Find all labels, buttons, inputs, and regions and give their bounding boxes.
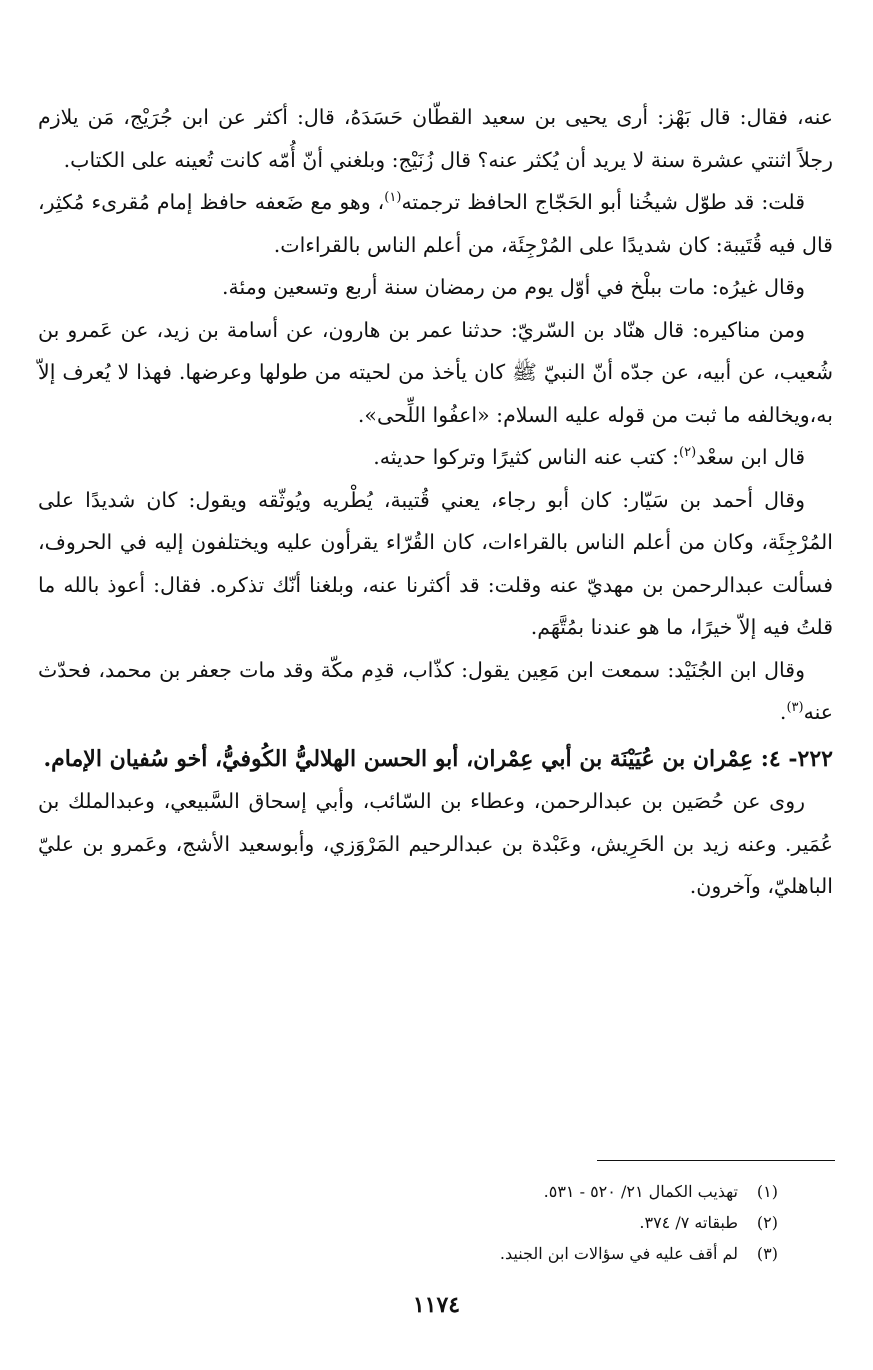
footnote-ref: (٢): [679, 445, 697, 461]
paragraph: عنه، فقال: قال بَهْز: أرى يحيى بن سعيد القطّان حَسَدَهُ، قال: أكثر عن ابن جُرَيْج، مَن يلازم رجلاً اثنتي عشرة سنة لا يريد أن يُكثر عنه؟ قال زُنَيْج: وبلغني أنّ أُمّه كانت تُعينه على الكتاب.: [38, 105, 833, 172]
footnote-ref: (١): [384, 190, 402, 206]
footnote: [78, 1176, 778, 1207]
paragraph: وقال أحمد بن سَيّار: كان أبو رجاء، يعني قُتيبة، يُطْريه ويُوثّقه ويقول: كان شديدًا على المُرْجِئَة، وكان من أعلم الناس بالقراءات، كان القُرّاء يقرأون عليه ويختلفون إليه في الحروف، فسألت عبدالرحمن بن مهديّ عنه وقلت: قد أكثرنا عنه، وبلغنا أنّك تذكره. فقال: أعوذ بالله ما قلتُ فيه إلاّ خيرًا، ما هو عندنا بمُتَّهَم.: [38, 487, 833, 639]
footnote-number: (١): [756, 1182, 778, 1201]
paragraph-text: ، وهو مع ضَعفه حافظ إمام مُقرىء مُكثِر، قال فيه قُتَيبة: كان شديدًا على المُرْجِئَة، من أعلم الناس بالقراءات.: [38, 190, 833, 257]
paragraph: ومن مناكيره: قال هنّاد بن السّريّ: حدثنا عمر بن هارون، عن أسامة بن زيد، عن عَمرو بن شُعيب، عن أبيه، عن جدّه أنّ النبيّ ﷺ كان يأخذ من لحيته من طولها وعرضها. فهذا لا يُعرف إلاّ به،ويخالفه ما ثبت من قوله عليه السلام: «اعفُوا اللِّحى».: [38, 317, 833, 427]
page-number: ١١٧٤: [412, 1292, 461, 1318]
footnote-text: طبقاته ٧/ ٣٧٤.: [639, 1213, 738, 1232]
paragraph-text: .: [779, 700, 787, 724]
paragraph: [38, 649, 833, 734]
footnote-number: (٣): [756, 1244, 778, 1263]
footnote-text: لم أقف عليه في سؤالات ابن الجنيد.: [499, 1244, 738, 1263]
footnotes: [78, 1176, 778, 1269]
footnote-text: تهذيب الكمال ٢١/ ٥٢٠ - ٥٣١.: [543, 1182, 738, 1201]
paragraph: روى عن حُصَين بن عبدالرحمن، وعطاء بن السّائب، وأبي إسحاق السَّبيعي، وعبدالملك بن عُمَير. وعنه زيد بن الحَرِيش، وعَبْدة بن عبدالرحيم المَرْوَزي، وأبوسعيد الأشج، وعَمرو بن عليّ الباهليّ، وآخرون.: [38, 789, 833, 898]
footnote: [78, 1207, 778, 1238]
entry-heading: ٢٢٢- ٤: عِمْران بن عُيَيْنَة بن أبي عِمْران، أبو الحسن الهلاليُّ الكُوفيُّ، أخو سُفيان الإمام.: [43, 745, 833, 772]
footnote-number: (٢): [756, 1213, 778, 1232]
paragraph-text: قال ابن سعْد: [696, 445, 805, 469]
paragraph: [38, 181, 833, 266]
footnote: [78, 1238, 778, 1269]
footnote-ref: (٣): [786, 700, 804, 716]
paragraph: وقال غيرُه: مات ببلْخ في أوّل يوم من رمضان سنة أربع وتسعين ومئة.: [222, 275, 805, 299]
paragraph-text: قلت: قد طوّل شيخُنا أبو الحَجّاج الحافظ ترجمته: [401, 190, 805, 214]
footnote-divider: [597, 1160, 835, 1161]
paragraph-text: : كتب عنه الناس كثيرًا وتركوا حديثه.: [373, 445, 680, 469]
paragraph: [38, 436, 833, 479]
paragraph-text: وقال ابن الجُنَيْد: سمعت ابن مَعِين يقول: كذّاب، قدِم مكّة وقد مات جعفر بن محمد، فحدّث عنه: [38, 657, 833, 724]
main-text: [38, 96, 833, 908]
